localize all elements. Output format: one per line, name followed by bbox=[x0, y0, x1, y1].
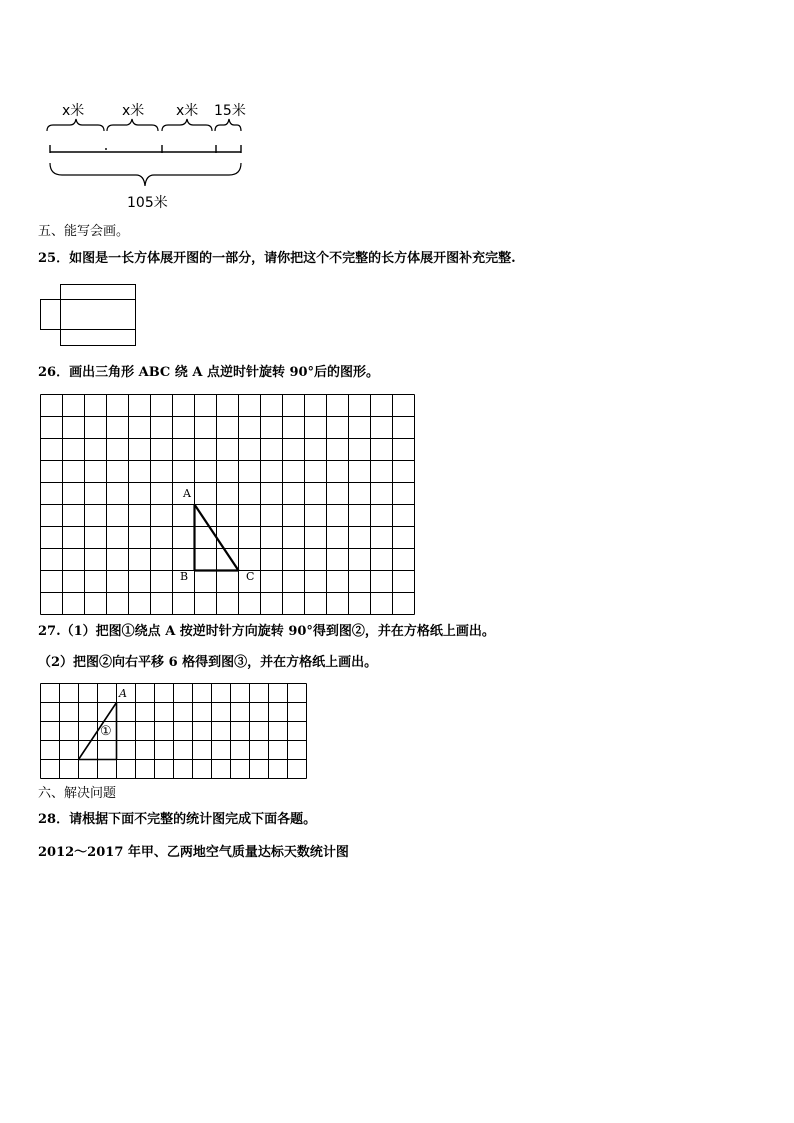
segment-label-4: 15米 bbox=[214, 103, 246, 119]
brace-4 bbox=[215, 119, 241, 131]
brace-1 bbox=[47, 119, 104, 131]
brace-3 bbox=[162, 119, 212, 131]
q26-text: 26．画出三角形 ABC 绕 A 点逆时针旋转 90°后的图形。 bbox=[38, 365, 380, 380]
q26-grid bbox=[40, 394, 420, 609]
net-main-rect bbox=[61, 285, 136, 346]
section5-heading: 五、能写会画。 bbox=[38, 224, 130, 239]
bottom-brace bbox=[50, 163, 241, 186]
segment-diagram-lines bbox=[0, 0, 794, 220]
q27-part2: （2）把图②向右平移 6 格得到图③，并在方格纸上画出。 bbox=[38, 655, 378, 670]
section6-heading: 六、解决问题 bbox=[38, 786, 117, 801]
net-side-rect bbox=[41, 300, 61, 330]
q25-text: 25．如图是一长方体展开图的一部分，请你把这个不完整的长方体展开图补充完整. bbox=[38, 251, 516, 266]
q26-label-b: B bbox=[180, 570, 189, 583]
segment-label-3: x米 bbox=[176, 103, 199, 119]
brace-2 bbox=[107, 119, 158, 131]
q26-label-a: A bbox=[183, 487, 191, 500]
total-label: 105米 bbox=[127, 195, 168, 211]
q28-chart-title: 2012～2017 年甲、乙两地空气质量达标天数统计图 bbox=[38, 845, 349, 860]
q27-label-a: A bbox=[119, 687, 127, 700]
segment-label-2: x米 bbox=[122, 103, 145, 119]
q27-shape-label: ① bbox=[100, 724, 112, 739]
q28-text: 28．请根据下面不完整的统计图完成下面各题。 bbox=[38, 812, 317, 827]
segment-label-1: x米 bbox=[62, 103, 85, 119]
q25-net-figure bbox=[40, 284, 140, 346]
q27-part1: 27.（1）把图①绕点 A 按逆时针方向旋转 90°得到图②，并在方格纸上画出。 bbox=[38, 624, 495, 639]
q27-grid bbox=[40, 683, 310, 781]
q26-label-c: C bbox=[246, 570, 255, 583]
